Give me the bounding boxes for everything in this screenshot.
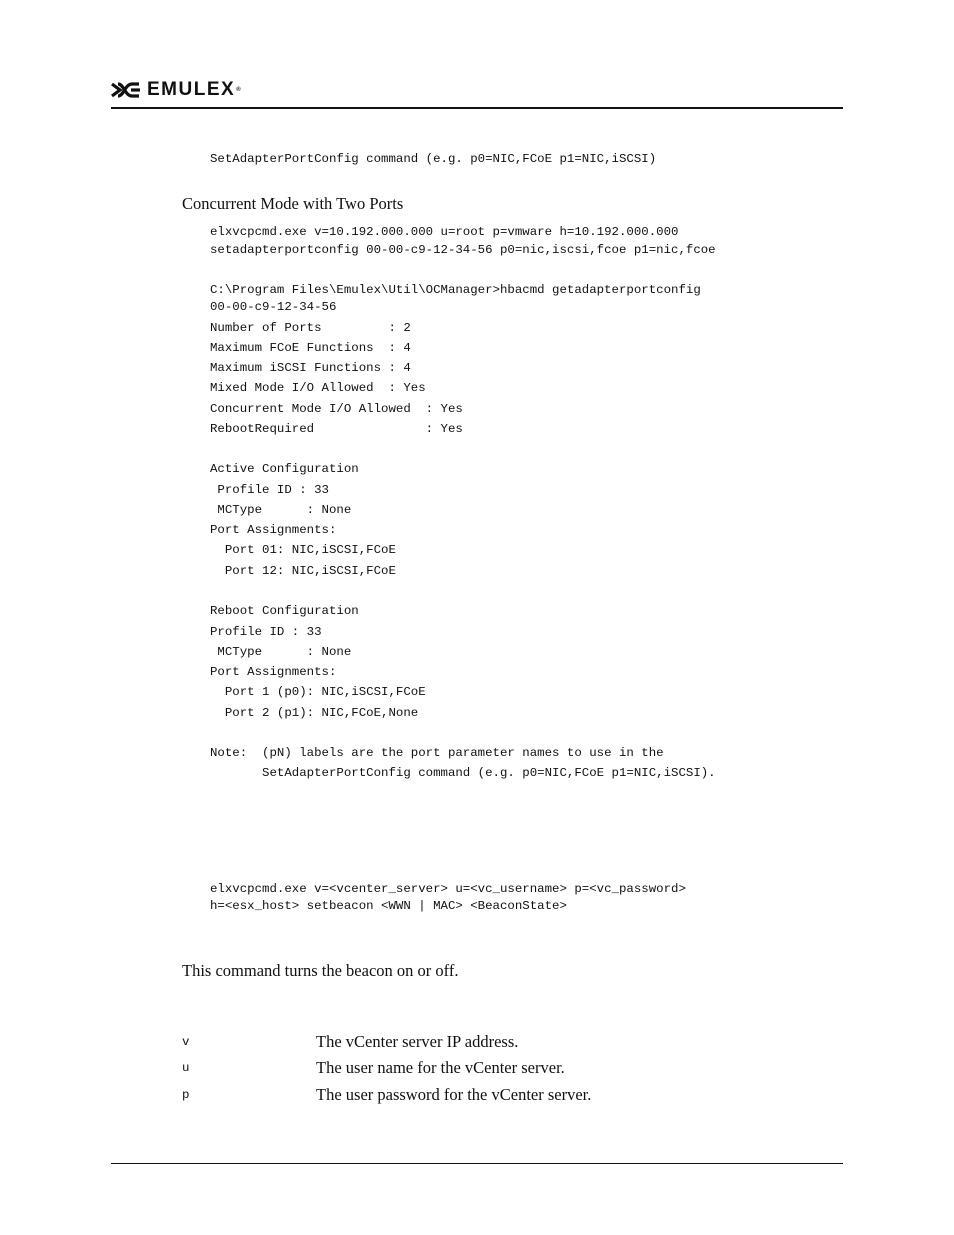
code-line: Port 2 (p1): NIC,FCoE,None — [210, 706, 419, 720]
code-line: SetAdapterPortConfig command (e.g. p0=NIC,FCoE p1=NIC,iSCSI) — [210, 152, 657, 166]
code-line: 00-00-c9-12-34-56 — [210, 300, 337, 314]
code-line: Port Assignments: — [210, 523, 337, 537]
code-line: Profile ID : 33 — [210, 625, 322, 639]
section-heading: Concurrent Mode with Two Ports — [182, 194, 404, 213]
code-line: Mixed Mode I/O Allowed : Yes — [210, 381, 426, 395]
description-text: This command turns the beacon on or off. — [182, 961, 459, 980]
code-line: Note: (pN) labels are the port parameter names to use in the — [210, 746, 664, 760]
code-line: Maximum iSCSI Functions : 4 — [210, 361, 411, 375]
code-line: SetAdapterPortConfig command (e.g. p0=NIC,FCoE p1=NIC,iSCSI). — [210, 766, 716, 780]
code-line: setadapterportconfig 00-00-c9-12-34-56 p0=nic,iscsi,fcoe p1=nic,fcoe — [210, 243, 716, 257]
param-name-v: v — [182, 1035, 190, 1049]
code-line: Maximum FCoE Functions : 4 — [210, 341, 411, 355]
code-line: MCType : None — [210, 645, 352, 659]
emulex-logo — [111, 79, 242, 101]
param-desc-p: The user password for the vCenter server. — [316, 1085, 592, 1104]
syntax-line: h=<esx_host> setbeacon <WWN | MAC> <BeaconState> — [210, 899, 567, 913]
code-line: Profile ID : 33 — [210, 483, 329, 497]
code-line: Concurrent Mode I/O Allowed : Yes — [210, 402, 463, 416]
param-name-p: p — [182, 1088, 190, 1102]
code-line: MCType : None — [210, 503, 352, 517]
code-line: RebootRequired : Yes — [210, 422, 463, 436]
param-desc-v: The vCenter server IP address. — [316, 1032, 519, 1051]
code-line: Reboot Configuration — [210, 604, 359, 618]
code-line: elxvcpcmd.exe v=10.192.000.000 u=root p=vmware h=10.192.000.000 — [210, 225, 679, 239]
param-name-u: u — [182, 1061, 190, 1075]
code-line: Active Configuration — [210, 462, 359, 476]
code-line: C:\Program Files\Emulex\Util\OCManager>hbacmd getadapterportconfig — [210, 283, 701, 297]
logo-wordmark: EMULEX® — [147, 79, 243, 100]
syntax-line: elxvcpcmd.exe v=<vcenter_server> u=<vc_username> p=<vc_password> — [210, 882, 686, 896]
code-line: Port Assignments: — [210, 665, 337, 679]
code-line: Port 12: NIC,iSCSI,FCoE — [210, 564, 396, 578]
code-line: Port 1 (p0): NIC,iSCSI,FCoE — [210, 685, 426, 699]
header-rule — [111, 107, 843, 109]
param-desc-u: The user name for the vCenter server. — [316, 1058, 565, 1077]
emulex-mark-icon — [111, 82, 141, 98]
footer-rule — [111, 1163, 843, 1164]
code-line: Port 01: NIC,iSCSI,FCoE — [210, 543, 396, 557]
code-line: Number of Ports : 2 — [210, 321, 411, 335]
